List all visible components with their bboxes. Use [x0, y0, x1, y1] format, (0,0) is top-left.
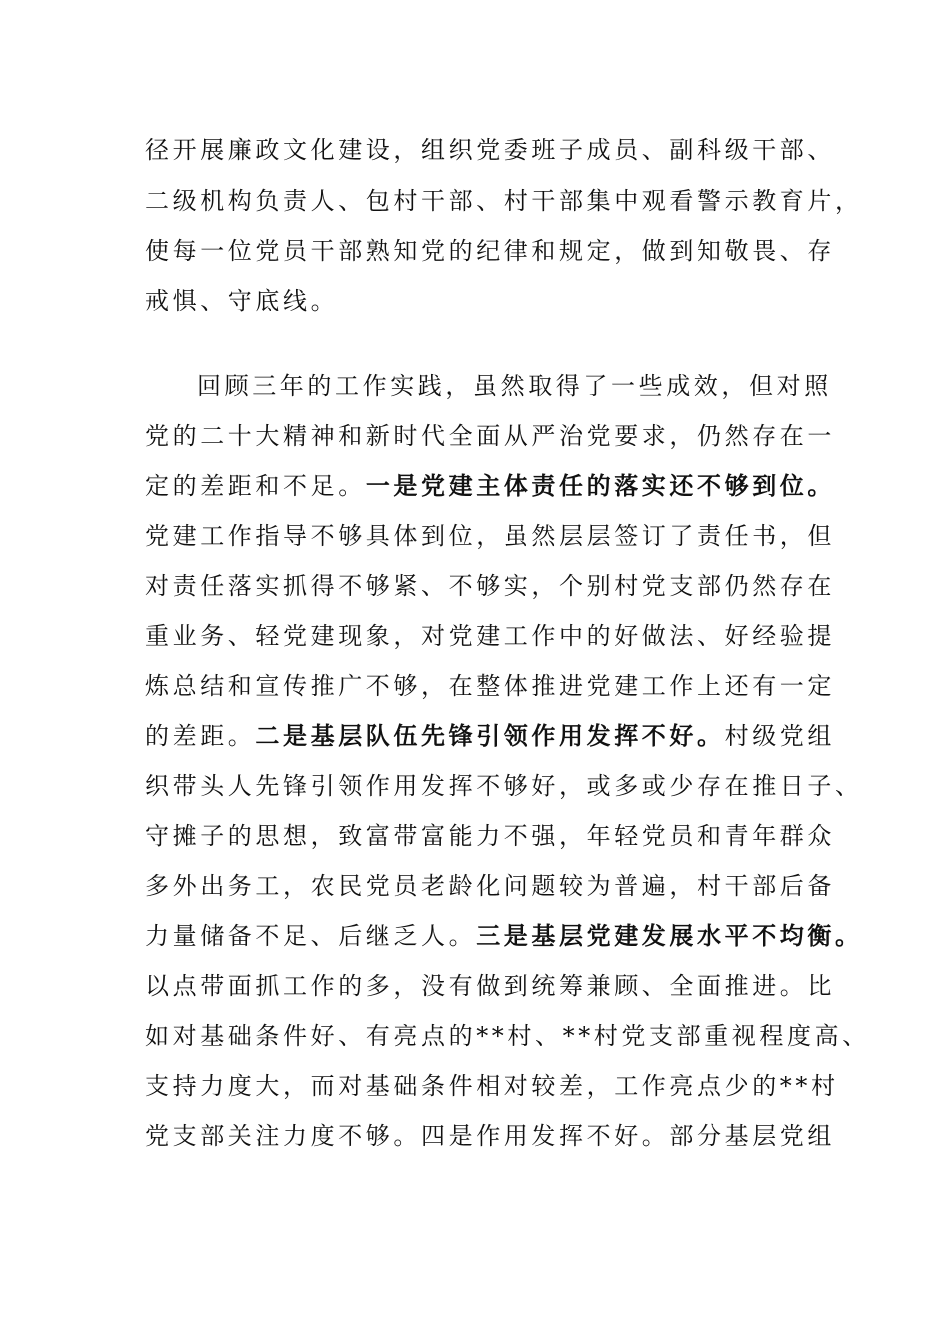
paragraph-2-line-7: 炼总结和宣传推广不够，在整体推进党建工作上还有一定 — [145, 672, 835, 700]
paragraph-2-line-10: 守摊子的思想，致富带富能力不强，年轻党员和青年群众 — [145, 822, 835, 850]
paragraph-2-line-9: 织带头人先锋引领作用发挥不够好，或多或少存在推日子、 — [145, 772, 863, 800]
paragraph-2-line-3 — [145, 471, 845, 501]
paragraph-2-line-13: 以点带面抓工作的多，没有做到统筹兼顾、全面推进。比 — [145, 972, 835, 1000]
paragraph-2-line-15: 支持力度大，而对基础条件相对较差，工作亮点少的**村 — [145, 1072, 839, 1100]
paragraph-2-line-8 — [145, 721, 845, 751]
paragraph-2-line-6: 重业务、轻党建现象，对党建工作中的好做法、好经验提 — [145, 622, 835, 650]
paragraph-2-line-8-text-a: 的差距。 — [145, 722, 256, 750]
paragraph-2-line-1: 回顾三年的工作实践，虽然取得了一些成效，但对照 — [197, 372, 832, 400]
paragraph-2-line-2: 党的二十大精神和新时代全面从严治党要求，仍然存在一 — [145, 422, 835, 450]
heading-point-1: 一是党建主体责任的落实还不够到位。 — [365, 472, 836, 500]
paragraph-2-line-5: 对责任落实抓得不够紧、不够实，个别村党支部仍然存在 — [145, 572, 835, 600]
paragraph-1-line-1: 径开展廉政文化建设，组织党委班子成员、副科级干部、 — [145, 136, 835, 164]
paragraph-2-line-8-text-c: 村级党组 — [724, 722, 836, 750]
paragraph-2-line-4: 党建工作指导不够具体到位，虽然层层签订了责任书，但 — [145, 522, 835, 550]
paragraph-2-line-11: 多外出务工，农民党员老龄化问题较为普遍，村干部后备 — [145, 872, 835, 900]
paragraph-1-line-4: 戒惧、守底线。 — [145, 287, 339, 315]
paragraph-2-line-3-text: 定的差距和不足。 — [145, 472, 366, 500]
heading-point-2: 二是基层队伍先锋引领作用发挥不好。 — [255, 722, 725, 750]
paragraph-2-line-16: 党支部关注力度不够。四是作用发挥不好。部分基层党组 — [145, 1122, 835, 1150]
paragraph-2-line-12-text: 力量储备不足、后继乏人。 — [145, 922, 477, 950]
paragraph-1-line-3: 使每一位党员干部熟知党的纪律和规定，做到知敬畏、存 — [145, 237, 835, 265]
paragraph-1-line-2: 二级机构负责人、包村干部、村干部集中观看警示教育片， — [145, 187, 863, 215]
paragraph-2-line-14: 如对基础条件好、有亮点的**村、**村党支部重视程度高、 — [145, 1022, 870, 1050]
heading-point-3: 三是基层党建发展水平不均衡。 — [476, 922, 863, 950]
paragraph-2-line-12 — [145, 921, 863, 951]
